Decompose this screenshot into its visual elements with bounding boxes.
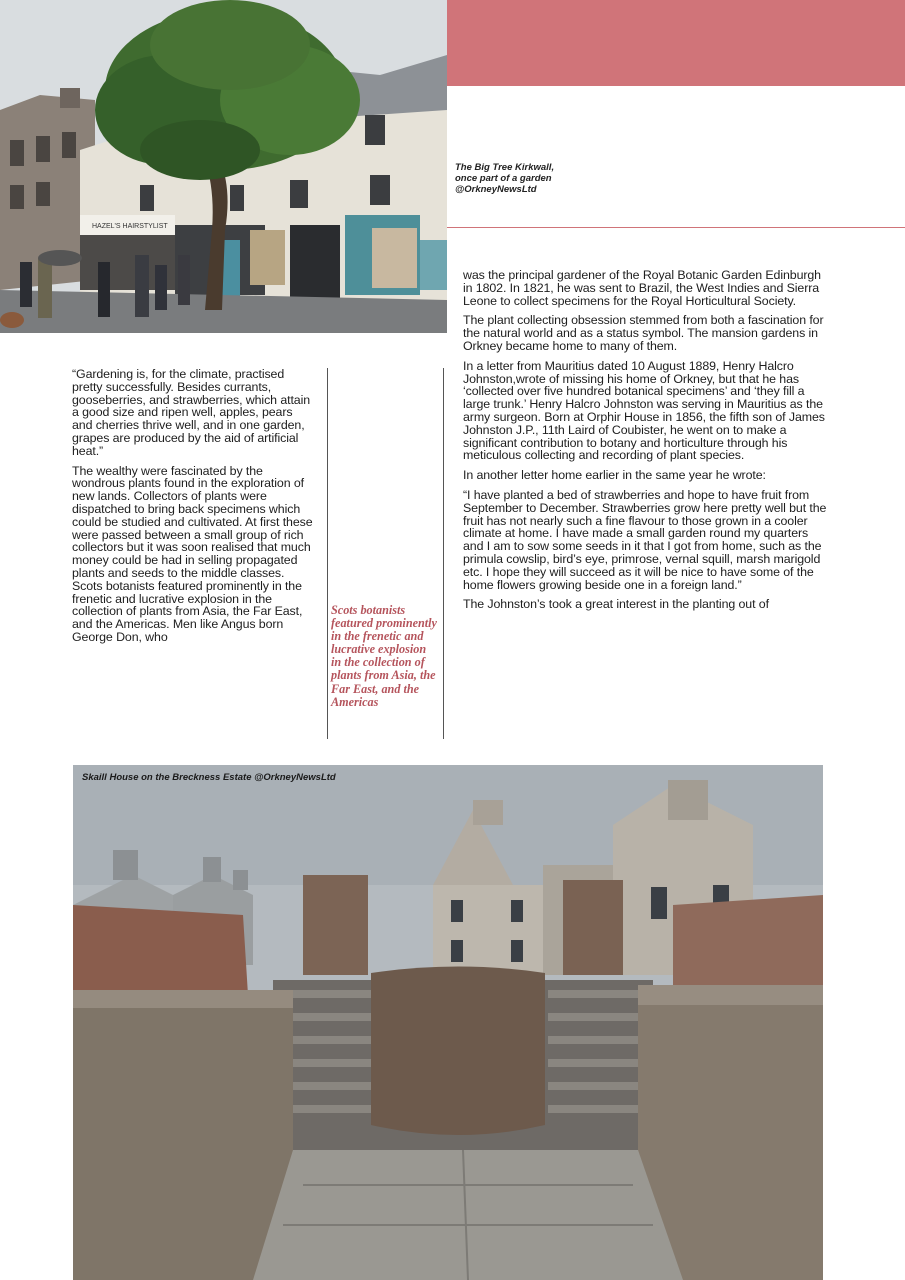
paragraph: The Johnston’s took a great interest in the planting out of	[463, 597, 769, 612]
skaill-house-photo	[73, 765, 823, 1280]
left-column	[72, 368, 314, 651]
shop-sign: HAZEL'S HAIRSTYLIST	[92, 223, 168, 230]
paragraph: was the principal gardener of the Royal Botanic Garden Edinburgh in 1802. In 1821, he was sent to Brazil, the West Indies and Sierra Leone to collect specimens for the Royal Horticultural Society.	[463, 268, 821, 308]
paragraph: “Gardening is, for the climate, practised pretty successfully. Besides currants, gooseberries, and strawberries, which attain a good size and ripen well, apples, pears and cherries thrive well, and in one garden, grapes are produced by the aid of artificial heat.”	[72, 367, 311, 458]
pull-quote-rule-left	[327, 368, 328, 739]
paragraph: The plant collecting obsession stemmed from both a fascination for the natural world and as a status symbol. The mansion gardens in Orkney became home to many of them.	[463, 313, 824, 353]
paragraph: In a letter from Mauritius dated 10 August 1889, Henry Halcro Johnston,wrote of missing his home of Orkney, but that he has ‘collected over five hundred botanical specimens’ and ‘they fill a large trunk.’ Henry Halcro Johnston was serving in Mauritius as the army surgeon. Born at Orphir House in 1856, the fifth son of James Johnston J.P., 11th Laird of Coubister, he went on to make a significant contribution to botany and horticulture through his meticulous collecting and recording of plant species.	[463, 358, 825, 463]
accent-divider	[447, 227, 905, 228]
paragraph: In another letter home earlier in the same year he wrote:	[463, 468, 766, 483]
skaill-house-illustration	[73, 765, 823, 1280]
top-photo-caption	[455, 162, 605, 195]
caption-line: The Big Tree Kirkwall,	[455, 162, 555, 173]
pull-quote-rule-right	[443, 368, 444, 739]
accent-color-block	[447, 0, 905, 86]
caption-line: once part of a garden	[455, 173, 552, 184]
big-tree-illustration	[0, 0, 447, 333]
paragraph: The wealthy were fascinated by the wondrous plants found in the exploration of new lands. Collectors of plants were dispatched to bring back specimens which could be studied and cultivated. At first these were passed between a small group of rich collectors but it was soon realised that much money could be had in selling propagated plants and seeds to the middle classes. Scots botanists featured prominently in the frenetic and lucrative explosion in the collection of plants from Asia, the Far East, and the Americas. Men like Angus born George Don, who	[72, 463, 313, 644]
big-tree-photo	[0, 0, 447, 333]
bottom-photo-caption: Skaill House on the Breckness Estate @OrkneyNewsLtd	[82, 772, 336, 783]
paragraph: “I have planted a bed of strawberries and hope to have fruit from September to December. Strawberries grow here pretty well but the fruit has not nearly such a fine flavour to those grown in a cooler climate at home. I have made a small garden round my quarters and I am to sow some seeds in it that I got from home, such as the primula cowslip, bird’s eye, primrose, vernal squill, marsh marigold etc. I hope they will succeed as it will be nice to have some of the home flowers growing beside one in a foreign land.”	[463, 487, 827, 592]
caption-line: @OrkneyNewsLtd	[455, 184, 537, 195]
pull-quote: Scots botanists featured prominently in the frenetic and lucrative explosion in the collection of plants from Asia, the Far East, and the Americas	[331, 603, 437, 709]
right-column	[463, 269, 831, 618]
